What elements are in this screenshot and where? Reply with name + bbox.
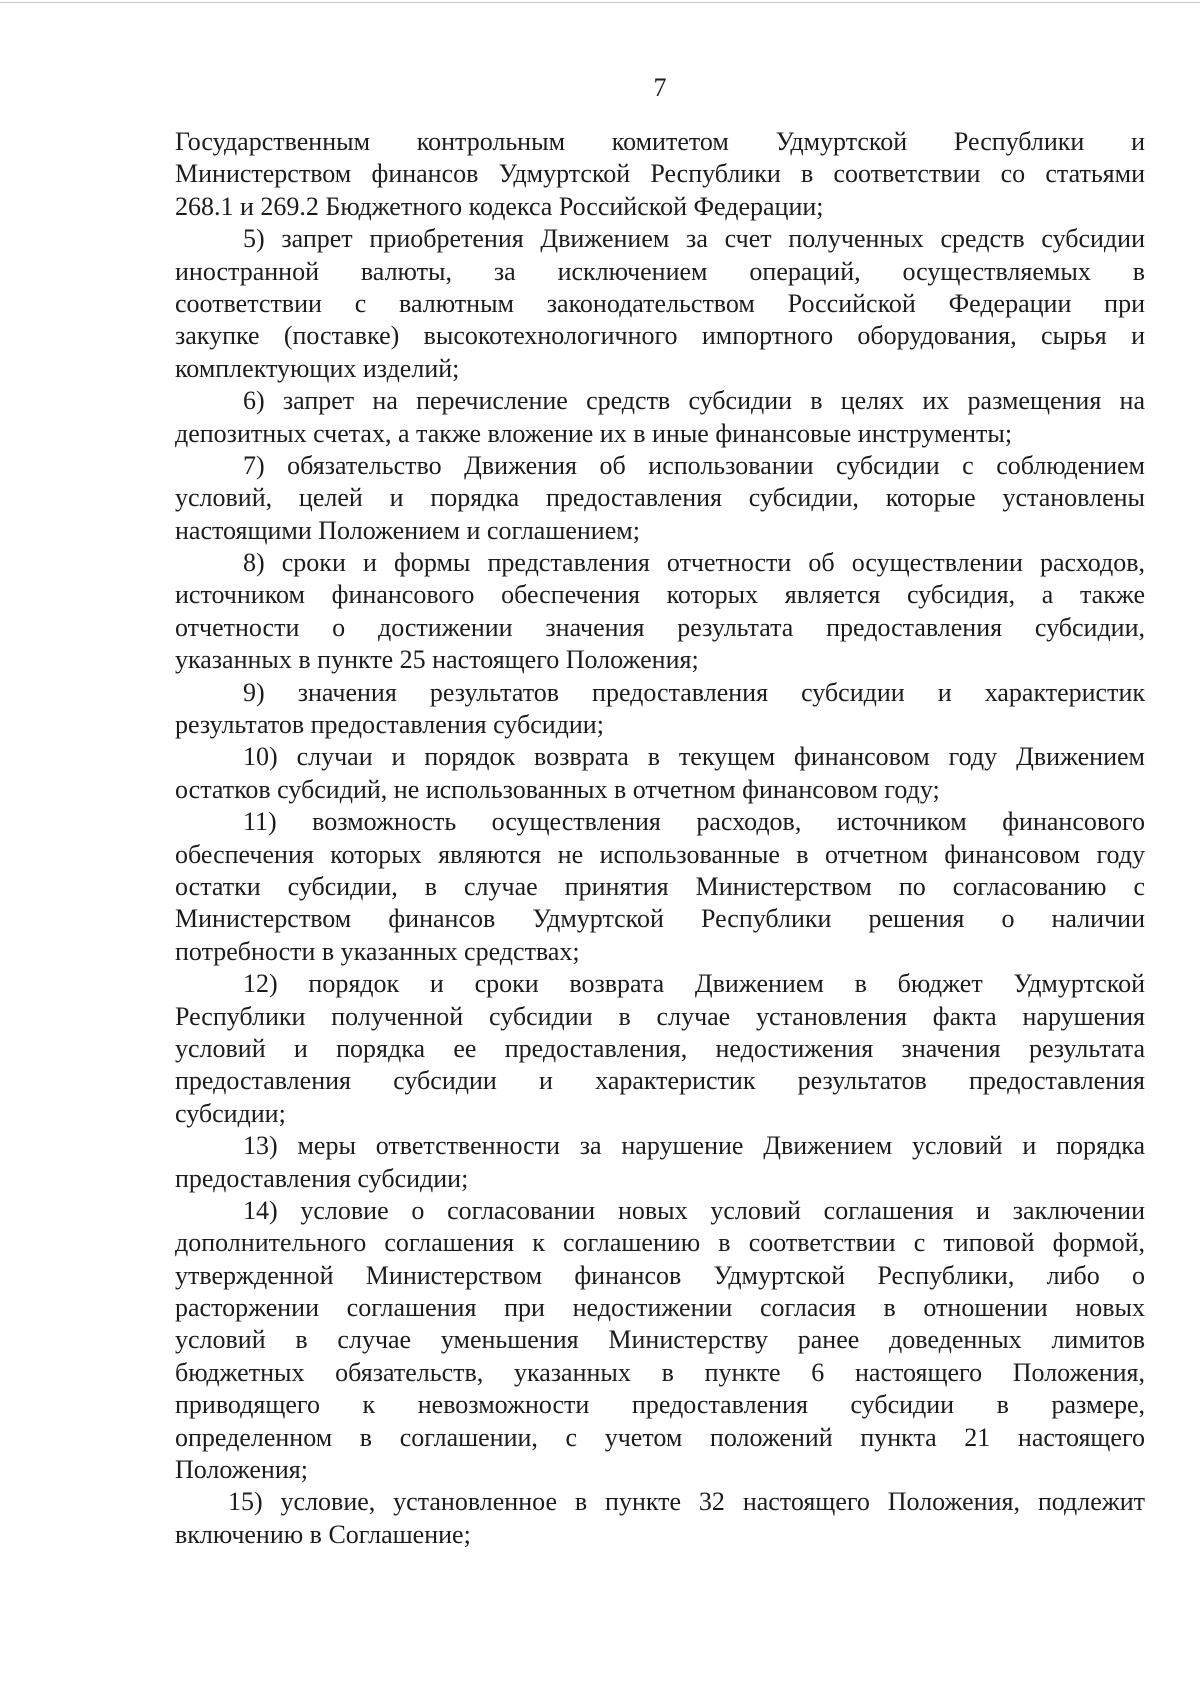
text-line: условий в случае уменьшения Министерству ранее доведенных лимитов xyxy=(175,1325,1145,1355)
list-item-5 xyxy=(175,223,1145,385)
text-line: комплектующих изделий; xyxy=(175,353,460,383)
text-line: 10) случаи и порядок возврата в текущем финансовом году Движением xyxy=(243,742,1145,772)
text-line: 14) условие о согласовании новых условий соглашения и заключении xyxy=(243,1195,1145,1225)
text-line: 12) порядок и сроки возврата Движением в бюджет Удмуртской xyxy=(243,969,1145,999)
list-item-7 xyxy=(175,450,1145,547)
text-line: включению в Соглашение; xyxy=(175,1519,471,1549)
text-line: условий и порядка ее предоставления, недостижения значения результата xyxy=(175,1033,1145,1063)
text-line: настоящими Положением и соглашением; xyxy=(175,515,640,545)
list-item-10 xyxy=(175,741,1145,806)
text-line: 13) меры ответственности за нарушение Движением условий и порядка xyxy=(243,1131,1145,1161)
list-item-15 xyxy=(175,1486,1145,1551)
text-line: обеспечения которых являются не использованные в отчетном финансовом году xyxy=(175,839,1145,869)
text-line: 15) условие, установленное в пункте 32 настоящего Положения, подлежит xyxy=(228,1487,1145,1517)
text-line: предоставления субсидии и характеристик результатов предоставления xyxy=(175,1066,1145,1096)
list-item-11 xyxy=(175,806,1145,968)
text-line: остатки субсидии, в случае принятия Министерством по согласованию с xyxy=(175,871,1145,901)
text-line: результатов предоставления субсидии; xyxy=(175,710,604,740)
text-line: субсидии; xyxy=(175,1098,286,1128)
text-line: условий, целей и порядка предоставления субсидии, которые установлены xyxy=(175,483,1145,513)
text-line: соответствии с валютным законодательством Российской Федерации при xyxy=(175,288,1145,318)
text-line: источником финансового обеспечения которых является субсидия, а также xyxy=(175,580,1145,610)
text-line: 268.1 и 269.2 Бюджетного кодекса Российской Федерации; xyxy=(175,191,824,221)
list-item-14 xyxy=(175,1195,1145,1487)
paragraph-continuation xyxy=(175,126,1145,223)
text-line: отчетности о достижении значения результата предоставления субсидии, xyxy=(175,612,1145,642)
text-line: Государственным контрольным комитетом Удмуртской Республики и xyxy=(175,127,1145,156)
list-item-9 xyxy=(175,677,1145,742)
text-line: закупке (поставке) высокотехнологичного импортного оборудования, сырья и xyxy=(175,321,1145,351)
text-line: Министерством финансов Удмуртской Республики в соответствии со статьями xyxy=(175,159,1145,189)
text-line: указанных в пункте 25 настоящего Положения; xyxy=(175,645,699,675)
text-line: иностранной валюты, за исключением операций, осуществляемых в xyxy=(175,256,1145,286)
text-line: депозитных счетах, а также вложение их в иные финансовые инструменты; xyxy=(175,418,1013,448)
list-item-13 xyxy=(175,1130,1145,1195)
text-line: потребности в указанных средствах; xyxy=(175,936,580,966)
text-line: 11) возможность осуществления расходов, источником финансового xyxy=(243,807,1145,837)
page-number: 7 xyxy=(653,73,667,102)
text-line: расторжении соглашения при недостижении согласия в отношении новых xyxy=(175,1293,1145,1323)
document-body xyxy=(175,126,1145,1551)
text-line: Республики полученной субсидии в случае установления факта нарушения xyxy=(175,1001,1145,1031)
list-item-12 xyxy=(175,968,1145,1130)
text-line: 8) сроки и формы представления отчетности об осуществлении расходов, xyxy=(243,548,1145,578)
text-line: Положения; xyxy=(175,1455,308,1485)
text-line: предоставления субсидии; xyxy=(175,1163,469,1193)
text-line: остатков субсидий, не использованных в отчетном финансовом году; xyxy=(175,774,940,804)
list-item-6 xyxy=(175,385,1145,450)
text-line: 6) запрет на перечисление средств субсидии в целях их размещения на xyxy=(243,386,1145,416)
text-line: определенном в соглашении, с учетом положений пункта 21 настоящего xyxy=(175,1422,1145,1452)
list-item-8 xyxy=(175,547,1145,677)
text-line: приводящего к невозможности предоставления субсидии в размере, xyxy=(175,1390,1145,1420)
text-line: 5) запрет приобретения Движением за счет полученных средств субсидии xyxy=(243,224,1145,254)
text-line: утвержденной Министерством финансов Удмуртской Республики, либо о xyxy=(175,1260,1145,1290)
text-line: 9) значения результатов предоставления субсидии и характеристик xyxy=(243,677,1145,707)
text-line: 7) обязательство Движения об использовании субсидии с соблюдением xyxy=(243,450,1145,480)
scan-edge-line xyxy=(0,2,1200,3)
text-line: Министерством финансов Удмуртской Республики решения о наличии xyxy=(175,904,1145,934)
text-line: дополнительного соглашения к соглашению в соответствии с типовой формой, xyxy=(175,1228,1145,1258)
text-line: бюджетных обязательств, указанных в пункте 6 настоящего Положения, xyxy=(175,1357,1145,1387)
